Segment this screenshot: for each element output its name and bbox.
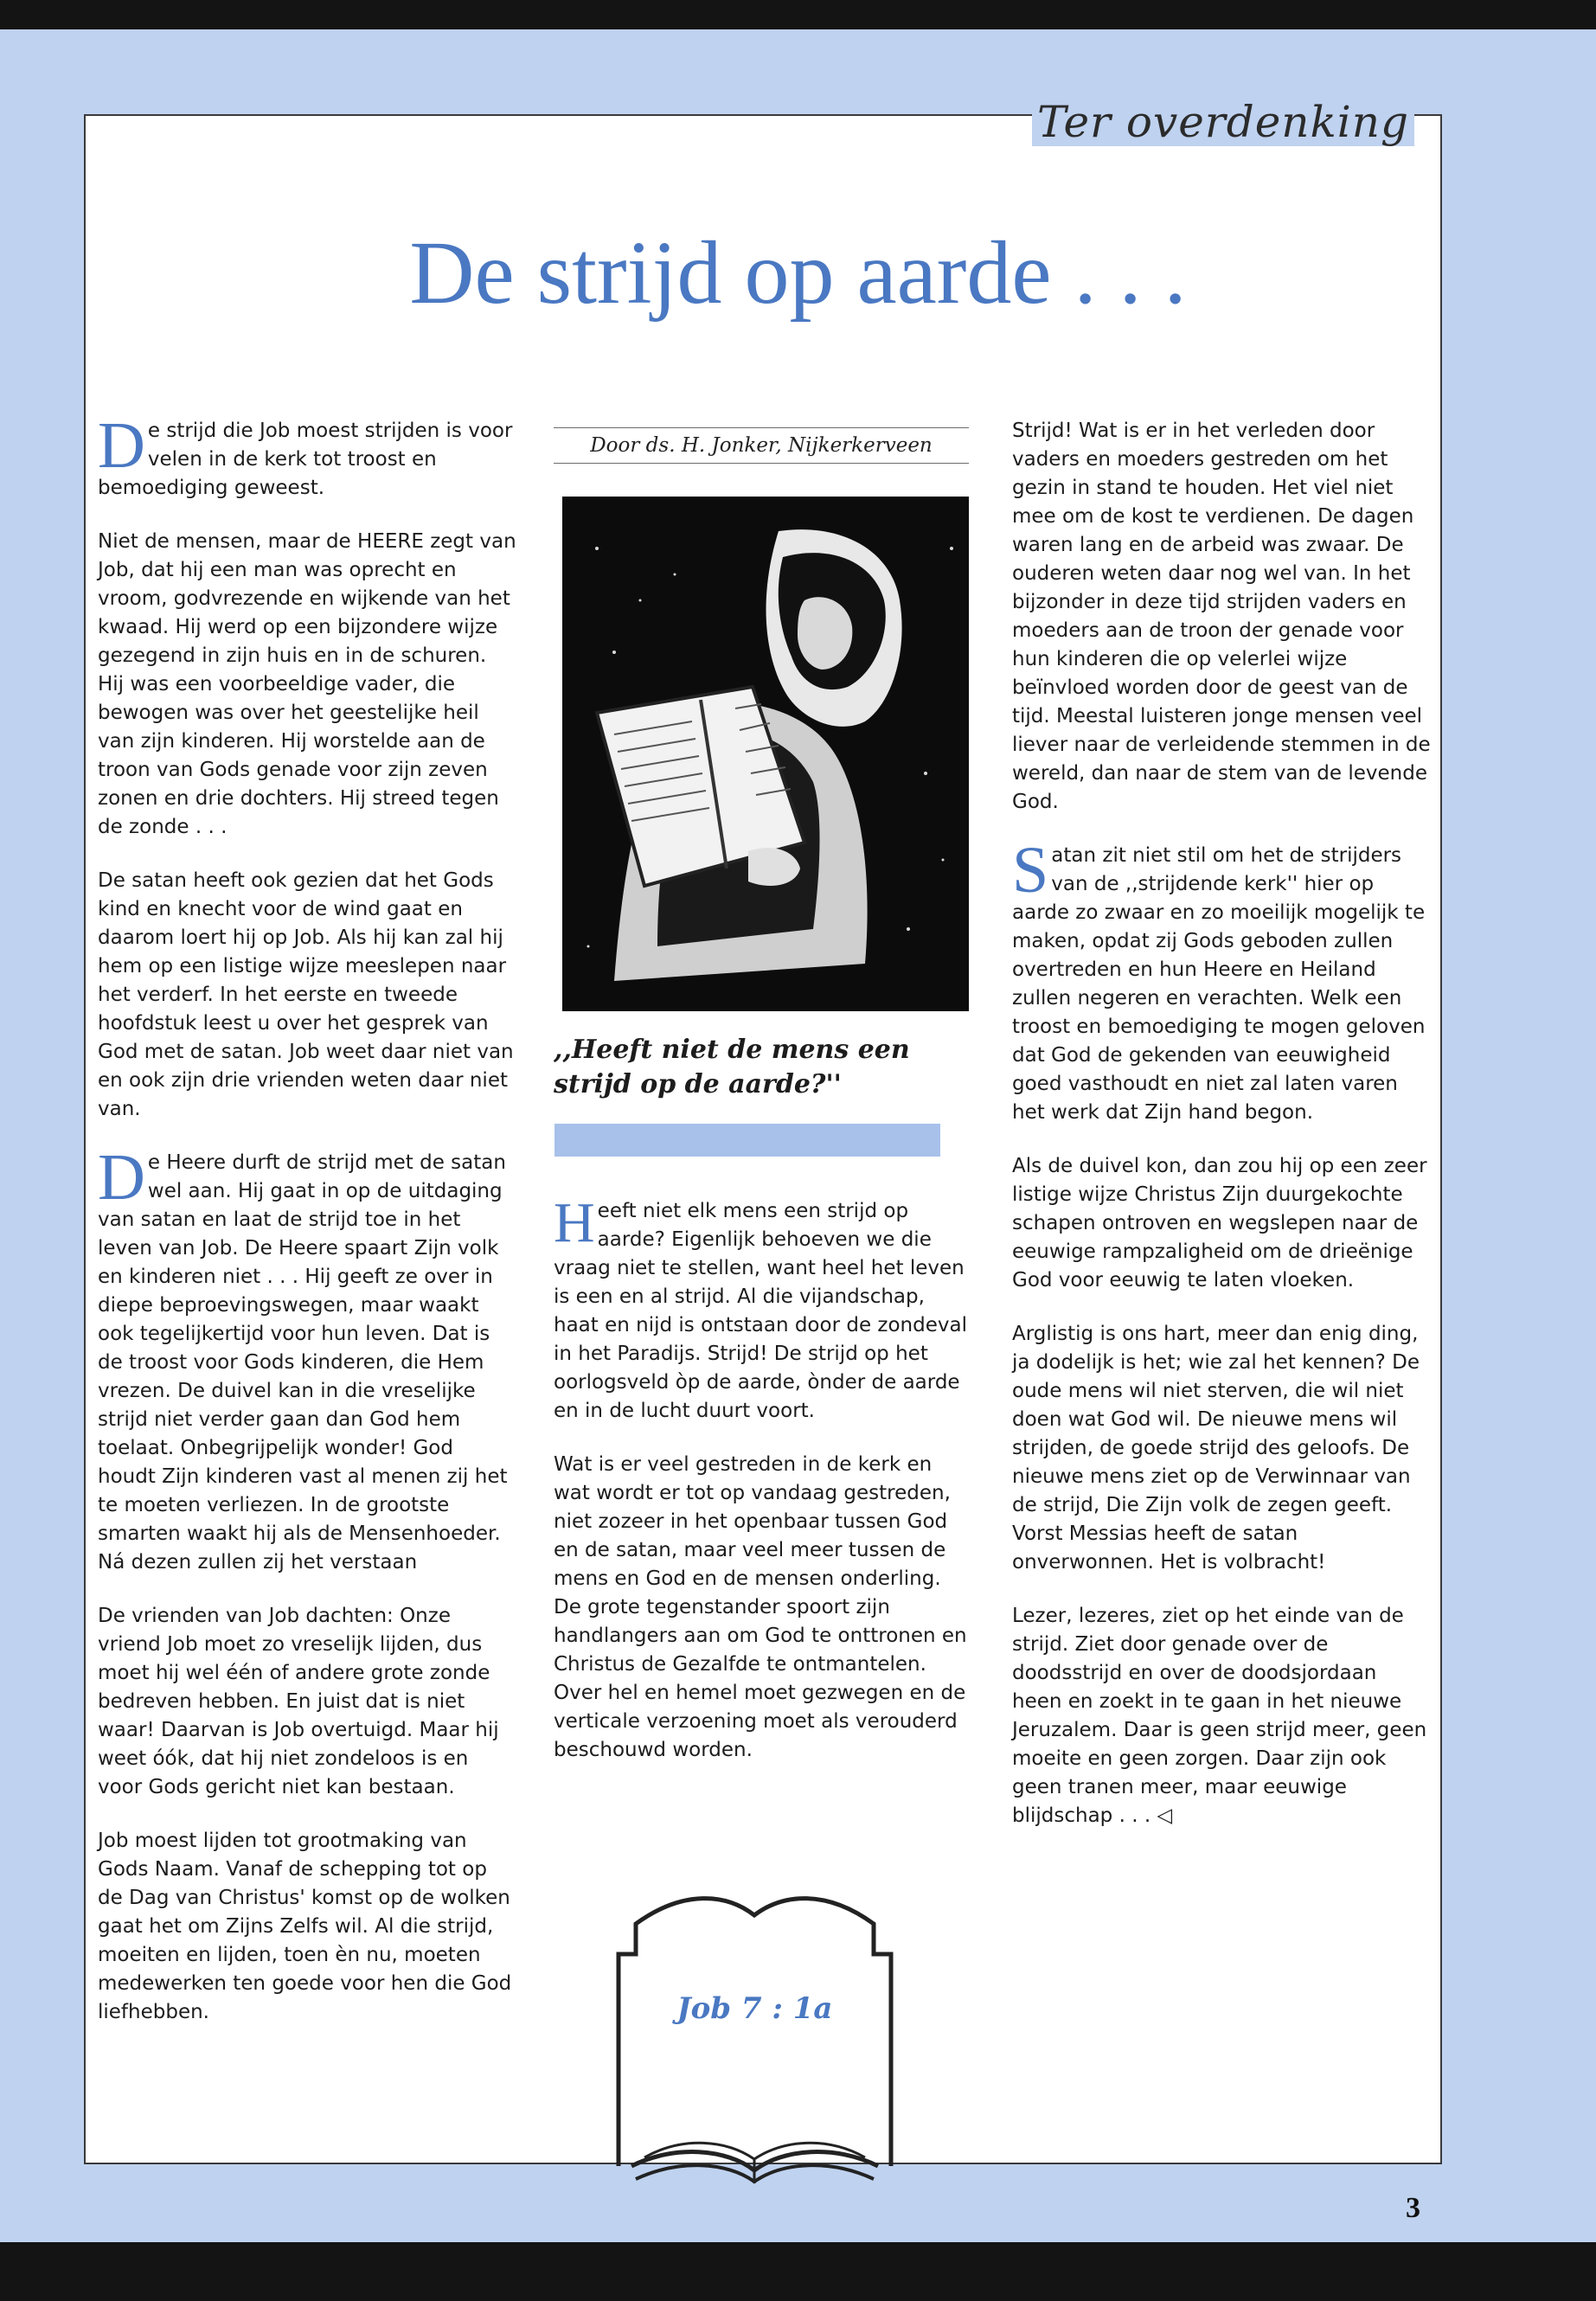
open-book-scripture-frame xyxy=(606,1872,904,2192)
article-column-1 xyxy=(98,409,517,2052)
paragraph-text: atan zit niet stil om het de strijders van de ,,strijdende kerk'' hier op aarde zo zwaar en zo moeilijk mogelijk te maken, opdat zij Gods geboden zullen overtreden en hun Heere en Heiland zullen negeren en verachten. Welk een troost en bemoediging te mogen geloven dat God de gekenden van eeuwigheid goed vasthoudt en niet zal laten varen het werk dat Zijn hand begon. xyxy=(1012,844,1426,1124)
drop-cap: S xyxy=(1012,834,1049,907)
paragraph: De satan heeft ook gezien dat het Gods kind en knecht voor de wind gaat en daarom loert hij op Job. Als hij kan zal hij hem op een listige wijze meeslepen naar het verderf. In het eerste en tweede hoofdstuk leest u over het gesprek van God met de satan. Job weet daar niet van en ook zijn drie vrienden weten daar niet van. xyxy=(98,869,514,1120)
paragraph-text: e strijd die Job moest strijden is voor velen in de kerk tot troost en bemoediging geweest. xyxy=(98,420,513,499)
article-column-3 xyxy=(1012,417,1432,1856)
paragraph: Niet de mensen, maar de HEERE zegt van Job, dat hij een man was oprecht en vroom, godvrezende en wijkende van het kwaad. Hij werd op een bijzondere wijze gezegend in zijn huis en in de schuren. Hij was een voorbeeldige vader, die bewogen was over het geestelijke heil van zijn kinderen. Hij worstelde aan de troon van Gods genade voor zijn zeven zonen en drie dochters. Hij streed tegen de zonde . . . xyxy=(98,530,516,838)
paragraph xyxy=(1012,834,1432,1127)
drop-cap: H xyxy=(554,1191,595,1254)
illustration-woman-reading-bible xyxy=(562,497,969,1011)
magazine-page xyxy=(0,29,1596,2242)
paragraph: Lezer, lezeres, ziet op het einde van de strijd. Ziet door genade over de doodsstrijd en over de doodsjordaan heen en zoekt in te gaan in het nieuwe Jeruzalem. Daar is geen strijd meer, geen moeite en geen zorgen. Daar zijn ook geen tranen meer, maar eeuwige blijdschap . . . ◁ xyxy=(1012,1605,1427,1827)
paragraph: Strijd! Wat is er in het verleden door vaders en moeders gestreden om het gezin in stand te houden. Het viel niet mee om de kost te verdienen. De dagen waren lang en de arbeid was zwaar. De ouderen weten daar nog wel van. In het bijzonder in deze tijd strijden vaders en moeders aan de troon der genade voor hun kinderen die op velerlei wijze beïnvloed worden door de geest van de tijd. Meestal luisteren jonge mensen veel liever naar de verleidende stemmen in de wereld, dan naar de stem van de levende God. xyxy=(1012,420,1431,813)
paragraph xyxy=(98,1141,517,1577)
scripture-reference: Job 7 : 1a xyxy=(676,1991,833,2026)
drop-cap: D xyxy=(98,1141,145,1214)
page-number: 3 xyxy=(1406,2192,1420,2224)
article-column-2 xyxy=(554,1191,973,1790)
paragraph xyxy=(98,409,517,503)
paragraph: Arglistig is ons hart, meer dan enig ding, ja dodelijk is het; wie zal het kennen? De oude mens wil niet sterven, die wil niet doen wat God wil. De nieuwe mens wil strijden, de goede strijd des geloofs. De nieuwe mens ziet op de Verwinnaar van de strijd, Die Zijn volk de zegen geeft. Vorst Messias heeft de satan onverwonnen. Het is volbracht! xyxy=(1012,1323,1420,1574)
paragraph-text: eeft niet elk mens een strijd op aarde? Eigenlijk behoeven we die vraag niet te stellen, want heel het leven is een en al strijd. Al die vijandschap, haat en nijd is ontstaan door de zondeval in het Paradijs. Strijd! De strijd op het oorlogsveld òp de aarde, ònder de aarde en in de lucht duurt voort. xyxy=(554,1200,967,1422)
section-label: Ter overdenking xyxy=(1032,99,1414,146)
scan-bottom-border xyxy=(0,2242,1596,2301)
paragraph xyxy=(554,1191,973,1426)
scan-top-border xyxy=(0,0,1596,29)
pull-quote: ,,Heeft niet de mens een strijd op de aarde?'' xyxy=(554,1035,910,1099)
paragraph: Job moest lijden tot grootmaking van Gods Naam. Vanaf de schepping tot op de Dag van Christus' komst op de wolken gaat het om Zijns Zelfs wil. Al die strijd, moeiten en lijden, toen èn nu, moeten medewerken ten goede voor hen die God liefhebben. xyxy=(98,1830,512,2023)
drop-cap: D xyxy=(98,409,145,482)
page-title: De strijd op aarde . . . xyxy=(409,223,1187,323)
author-byline: Door ds. H. Jonker, Nijkerkerveen xyxy=(554,427,969,464)
paragraph-text: e Heere durft de strijd met de satan wel aan. Hij gaat in op de uitdaging van satan en laat de strijd toe in het leven van Job. De Heere spaart Zijn volk en kinderen niet . . . Hij geeft ze over in diepe beproevingswegen, maar waakt ook tegelijkertijd voor hun leven. Dat is de troost voor Gods kinderen, die Hem vrezen. De duivel kan in die vreselijke strijd niet verder gaan dan God hem toelaat. Onbegrijpelijk wonder! God houdt Zijn kinderen vast al menen zij het te moeten verliezen. In de grootste smarten waakt hij als de Mensenhoeder. Ná dezen zullen zij het verstaan xyxy=(98,1151,508,1574)
paragraph: Als de duivel kon, dan zou hij op een zeer listige wijze Christus Zijn duurgekochte schapen ontroven en wegslepen naar de eeuwige rampzaligheid om de drieënige God voor eeuwig te laten vloeken. xyxy=(1012,1155,1427,1292)
pull-quote-bar xyxy=(554,1124,940,1157)
paragraph: De vrienden van Job dachten: Onze vriend Job moet zo vreselijk lijden, dus moet hij wel één of andere grote zonde bedreven hebben. En juist dat is niet waar! Daarvan is Job overtuigd. Maar hij weet óók, dat hij niet zondeloos is en voor Gods gericht niet kan bestaan. xyxy=(98,1605,499,1798)
paragraph: Wat is er veel gestreden in de kerk en wat wordt er tot op vandaag gestreden, niet zozeer in het openbaar tussen God en de satan, maar veel meer tussen de mens en God en de mensen onderling. De grote tegenstander spoort zijn handlangers aan om God te onttronen en Christus de Gezalfde te ontmantelen. Over hel en hemel moet gezwegen en de verticale verzoening moet als verouderd beschouwd worden. xyxy=(554,1453,967,1761)
woodcut-illustration xyxy=(562,497,969,1011)
